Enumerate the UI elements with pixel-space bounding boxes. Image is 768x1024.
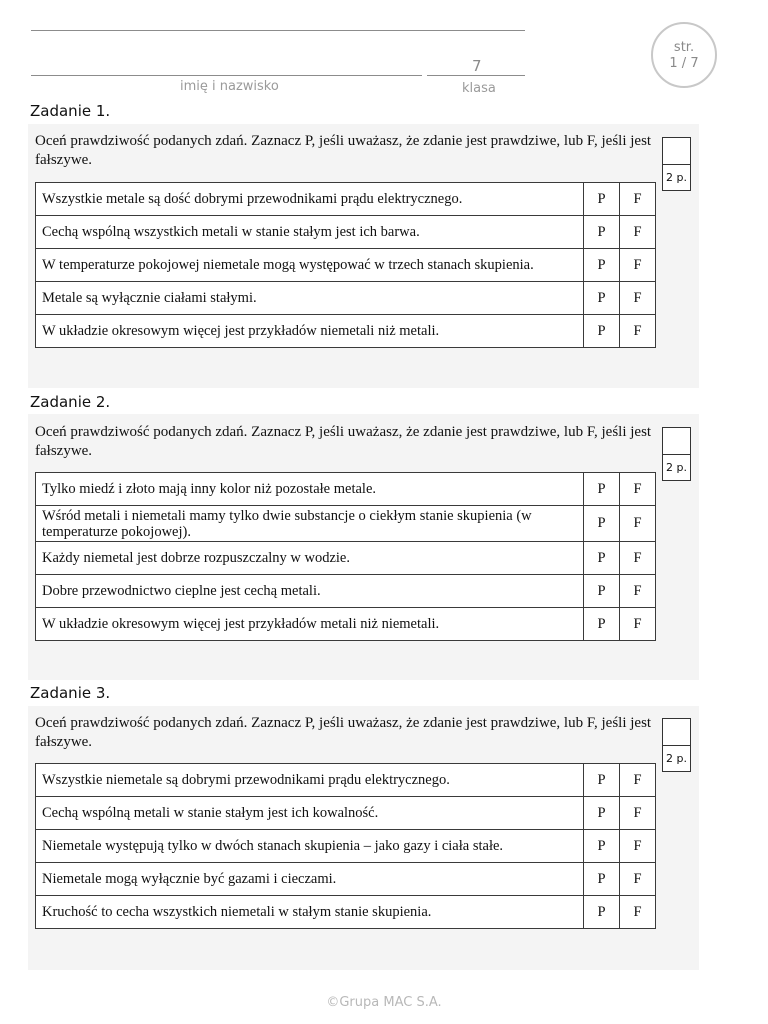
false-option[interactable]: F (620, 473, 656, 506)
true-option[interactable]: P (584, 282, 620, 315)
copyright-footer: ©Grupa MAC S.A. (326, 995, 442, 1010)
table-row (36, 506, 656, 542)
name-caption: imię i nazwisko (180, 79, 279, 94)
true-option[interactable]: P (584, 896, 620, 929)
statement-text: Cechą wspólną wszystkich metali w stanie stałym jest ich barwa. (36, 216, 584, 249)
true-option[interactable]: P (584, 315, 620, 348)
statement-text: W układzie okresowym więcej jest przykładów metali niż niemetali. (36, 608, 584, 641)
false-option[interactable]: F (620, 608, 656, 641)
true-option[interactable]: P (584, 830, 620, 863)
true-option[interactable]: P (584, 506, 620, 542)
statement-text: Wśród metali i niemetali mamy tylko dwie substancje o ciekłym stanie skupienia (w temperaturze pokojowej). (36, 506, 584, 542)
table-row (36, 764, 656, 797)
table-row (36, 249, 656, 282)
page-number-badge (651, 22, 717, 88)
task-1-score-box[interactable] (662, 137, 691, 165)
false-option[interactable]: F (620, 764, 656, 797)
task-3-title: Zadanie 3. (30, 684, 111, 702)
task-3-score-box[interactable] (662, 718, 691, 746)
true-option[interactable]: P (584, 183, 620, 216)
task-2-score-box[interactable] (662, 427, 691, 455)
task-2-title: Zadanie 2. (30, 393, 111, 411)
page-label: str. (673, 40, 695, 55)
class-line[interactable] (427, 75, 525, 76)
table-row (36, 216, 656, 249)
statement-text: Metale są wyłącznie ciałami stałymi. (36, 282, 584, 315)
false-option[interactable]: F (620, 863, 656, 896)
statement-text: Kruchość to cecha wszystkich niemetali w stałym stanie skupienia. (36, 896, 584, 929)
table-row (36, 797, 656, 830)
table-row (36, 830, 656, 863)
statement-text: Każdy niemetal jest dobrze rozpuszczalny w wodzie. (36, 542, 584, 575)
page-number: 1 / 7 (669, 56, 699, 71)
false-option[interactable]: F (620, 575, 656, 608)
task-2-points: 2 p. (662, 455, 691, 481)
task-2-instruction: Oceń prawdziwość podanych zdań. Zaznacz P, jeśli uważasz, że zdanie jest prawdziwe, lub F, jeśli jest fałszywe. (35, 424, 652, 459)
task-1-table (35, 182, 656, 348)
statement-text: Dobre przewodnictwo cieplne jest cechą metali. (36, 575, 584, 608)
table-row (36, 608, 656, 641)
task-1-instruction: Oceń prawdziwość podanych zdań. Zaznacz P, jeśli uważasz, że zdanie jest prawdziwe, lub F, jeśli jest fałszywe. (35, 133, 652, 168)
table-row (36, 473, 656, 506)
task-3-table (35, 763, 656, 929)
task-1-points: 2 p. (662, 165, 691, 191)
statement-text: Niemetale występują tylko w dwóch stanach skupienia – jako gazy i ciała stałe. (36, 830, 584, 863)
false-option[interactable]: F (620, 216, 656, 249)
false-option[interactable]: F (620, 797, 656, 830)
true-option[interactable]: P (584, 473, 620, 506)
false-option[interactable]: F (620, 183, 656, 216)
false-option[interactable]: F (620, 542, 656, 575)
name-line-top (31, 30, 525, 31)
true-option[interactable]: P (584, 863, 620, 896)
task-1-title: Zadanie 1. (30, 102, 111, 120)
false-option[interactable]: F (620, 249, 656, 282)
statement-text: Wszystkie niemetale są dobrymi przewodnikami prądu elektrycznego. (36, 764, 584, 797)
false-option[interactable]: F (620, 282, 656, 315)
true-option[interactable]: P (584, 249, 620, 282)
true-option[interactable]: P (584, 764, 620, 797)
table-row (36, 282, 656, 315)
true-option[interactable]: P (584, 797, 620, 830)
table-row (36, 183, 656, 216)
class-caption: klasa (462, 81, 496, 96)
true-option[interactable]: P (584, 216, 620, 249)
statement-text: W temperaturze pokojowej niemetale mogą występować w trzech stanach skupienia. (36, 249, 584, 282)
statement-text: Niemetale mogą wyłącznie być gazami i cieczami. (36, 863, 584, 896)
false-option[interactable]: F (620, 506, 656, 542)
statement-text: Cechą wspólną metali w stanie stałym jest ich kowalność. (36, 797, 584, 830)
task-2-table (35, 472, 656, 641)
statement-text: Tylko miedź i złoto mają inny kolor niż pozostałe metale. (36, 473, 584, 506)
statement-text: Wszystkie metale są dość dobrymi przewodnikami prądu elektrycznego. (36, 183, 584, 216)
false-option[interactable]: F (620, 830, 656, 863)
false-option[interactable]: F (620, 896, 656, 929)
table-row (36, 896, 656, 929)
task-3-instruction: Oceń prawdziwość podanych zdań. Zaznacz P, jeśli uważasz, że zdanie jest prawdziwe, lub F, jeśli jest fałszywe. (35, 715, 652, 750)
table-row (36, 863, 656, 896)
table-row (36, 542, 656, 575)
statement-text: W układzie okresowym więcej jest przykładów niemetali niż metali. (36, 315, 584, 348)
true-option[interactable]: P (584, 575, 620, 608)
table-row (36, 575, 656, 608)
task-3-points: 2 p. (662, 746, 691, 772)
table-row (36, 315, 656, 348)
true-option[interactable]: P (584, 542, 620, 575)
name-line[interactable] (31, 75, 422, 76)
false-option[interactable]: F (620, 315, 656, 348)
class-value: 7 (472, 57, 482, 75)
true-option[interactable]: P (584, 608, 620, 641)
